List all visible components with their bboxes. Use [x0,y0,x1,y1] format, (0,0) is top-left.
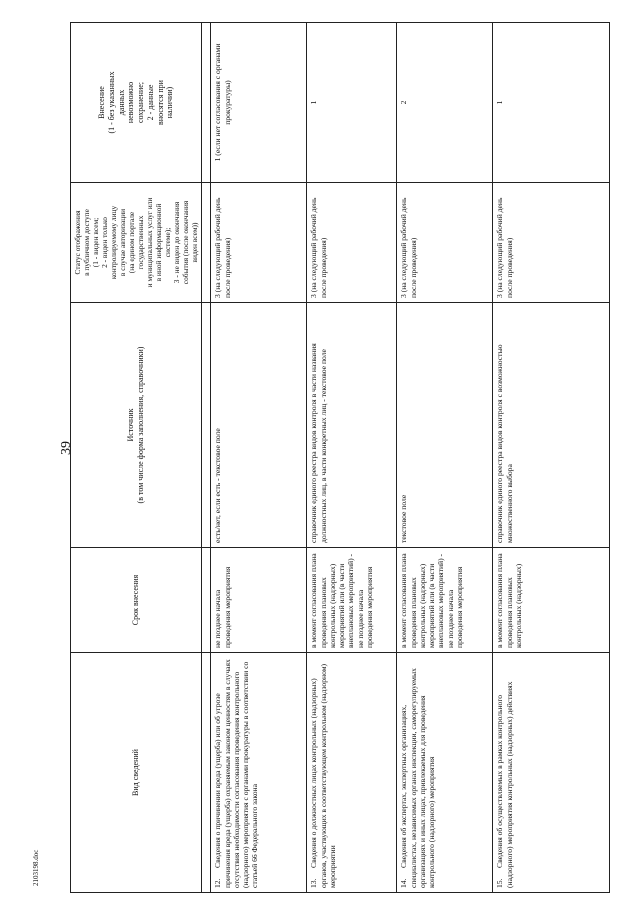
row-source: справочник единого реестра видов контроля с возможностью множественного выбора [493,303,610,548]
row-kind [493,653,610,893]
row-number: 15. [495,878,505,888]
row-number: 13. [309,878,319,888]
row-deadline: в момент согласования плана проведения плановых контрольных (надзорных) [493,548,610,653]
requirements-table [70,22,610,893]
table-row [202,23,211,893]
row-status: 3 (на следующий рабочий день после проведения) [493,183,610,303]
row-status: 3 (на следующий рабочий день после проведения) [307,183,397,303]
row-kind [211,653,307,893]
row-entry: 1 (если нет согласования с органами прокуратуры) [211,23,307,183]
row-source: текстовое поле [397,303,493,548]
row-number: 14. [399,878,409,888]
row-kind-text: Сведения о причинении вреда (ущерба) или об угрозе причинения вреда (ущерба) охраняемым законом ценностям в случаях отсутствия необходимости согласования проведения контрольного (надзорного) мероприятия с органами прокуратуры в соответствии со статьей 66 Федерального закона [213,659,260,888]
table-header-row [71,23,202,893]
header-source: Источник (в том числе форма заполнения, справочники) [71,303,202,548]
table-row [397,23,493,893]
page-number: 39 [59,441,74,455]
row-entry: 2 [397,23,493,183]
row-deadline: не позднее начала проведения мероприятия [211,548,307,653]
row-number: 12. [213,878,223,888]
row-kind-text: Сведения об осуществляемых в рамках контрольного (надзорного) мероприятия контрольных (надзорных) действиях [495,681,514,888]
table-row [493,23,610,893]
header-deadline: Срок внесения [71,548,202,653]
row-kind [307,653,397,893]
row-deadline: в момент согласования плана проведения плановых контрольных (надзорных) мероприятий или (в части внеплановых мероприятий) - не позднее начала проведения мероприятия [397,548,493,653]
row-entry: 1 [493,23,610,183]
header-kind: Вид сведений [71,653,202,893]
row-kind-text: Сведения об экспертах, экспертных организациях, специалистах, независимых органах инспекции, саморегулируемых организациях и иных лицах, привлекаемых для проведения контрольного (надзорного) мероприятия [399,668,437,888]
row-deadline: в момент согласования плана проведения плановых контрольных (надзорных) мероприятий или (в части внеплановых мероприятий) - не позднее начала проведения мероприятия [307,548,397,653]
row-source: есть/нет, если есть - текстовое поле [211,303,307,548]
table-row [307,23,397,893]
row-entry: 1 [307,23,397,183]
file-name: 2103198.doc [32,849,40,886]
row-source: справочник единого реестра видов контроля в части названия должностных лиц, в части конкретных лиц - текстовое поле [307,303,397,548]
row-status: 3 (на следующий рабочий день после проведения) [397,183,493,303]
row-kind [397,653,493,893]
table-row [211,23,307,893]
requirements-table-rotated [70,23,610,893]
header-status: Статус отображения в публичном доступе (1 - виден всем; 2 - виден только контролируемому лицу в случае авторизации (на едином портале государственных и муниципальных услуг или в иной информационной системе); 3 - не виден до окончания события (после окончания виден всем)) [71,183,202,303]
header-entry: Внесение (1 - без указанных данных невозможно сохранение; 2 - данные вносятся при наличии) [71,23,202,183]
row-status: 3 (на следующий рабочий день после проведения) [211,183,307,303]
row-kind-text: Сведения о должностных лицах контрольных (надзорных) органов, участвующих в соответствующем контрольном (надзорном) мероприятии [309,663,337,888]
